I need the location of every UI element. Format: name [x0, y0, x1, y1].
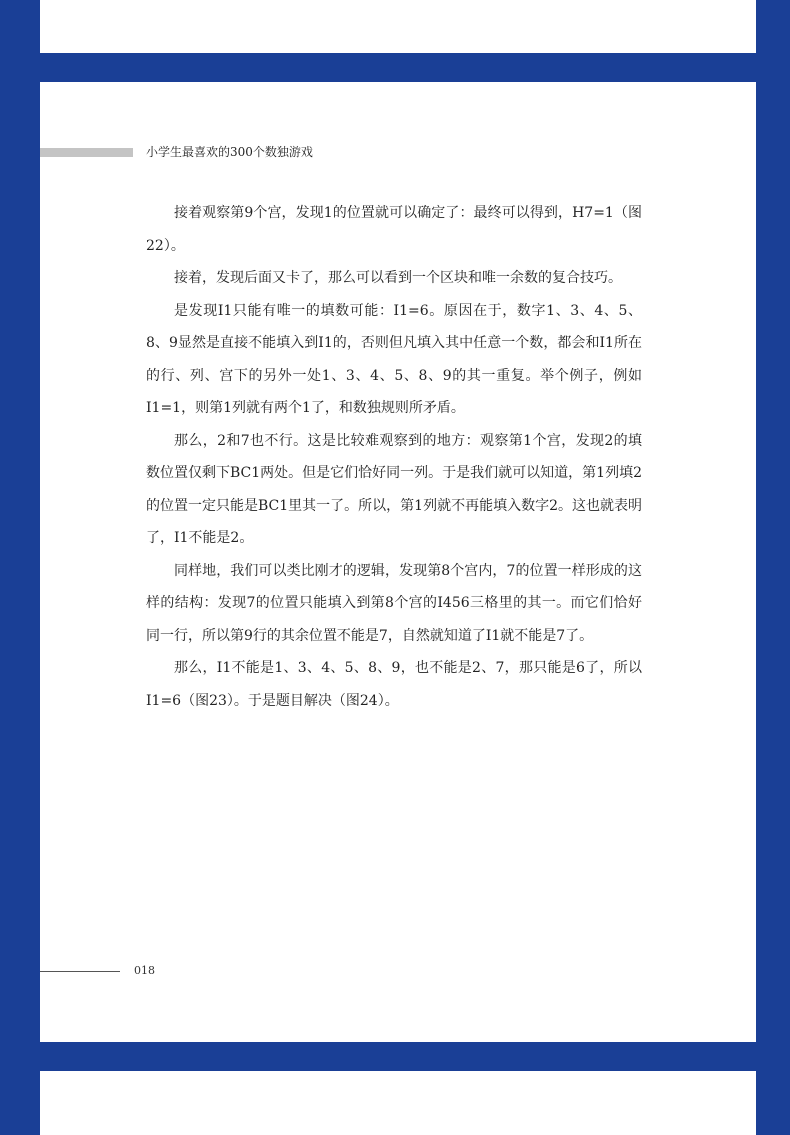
page-number: 018	[134, 964, 155, 977]
paragraph: 是发现I1只能有唯一的填数可能：I1=6。原因在于，数字1、3、4、5、8、9显然是直接不能填入到I1的，否则但凡填入其中任意一个数，都会和I1所在的行、列、宫下的另外一处1、3、4、5、8、9的其一重复。举个例子，例如I1=1，则第1列就有两个1了，和数独规则所矛盾。	[146, 302, 642, 416]
paragraph: 接着，发现后面又卡了，那么可以看到一个区块和唯一余数的复合技巧。	[174, 270, 622, 286]
paragraph: 接着观察第9个宫，发现1的位置就可以确定了：最终可以得到，H7=1（图22）。	[146, 205, 642, 254]
paragraph: 那么，I1不能是1、3、4、5、8、9，也不能是2、7，那只能是6了，所以I1=6（图23）。于是题目解决（图24）。	[146, 660, 642, 709]
footer-rule	[40, 971, 120, 972]
running-header-title: 小学生最喜欢的300个数独游戏	[146, 145, 313, 159]
next-page-fragment	[40, 1071, 756, 1135]
book-page	[40, 82, 756, 1042]
paragraph: 那么，2和7也不行。这是比较难观察到的地方：观察第1个宫，发现2的填数位置仅剩下BC1两处。但是它们恰好同一列。于是我们就可以知道，第1列填2的位置一定只能是BC1里其一了。所以，第1列就不再能填入数字2。这也就表明了，I1不能是2。	[146, 432, 642, 546]
paragraph: 同样地，我们可以类比刚才的逻辑，发现第8个宫内，7的位置一样形成的这样的结构：发现7的位置只能填入到第8个宫的I456三格里的其一。而它们恰好同一行，所以第9行的其余位置不能是7，自然就知道了I1就不能是7了。	[146, 562, 642, 644]
header-accent-bar	[40, 148, 133, 157]
body-text	[146, 197, 642, 717]
previous-page-fragment	[40, 0, 756, 53]
